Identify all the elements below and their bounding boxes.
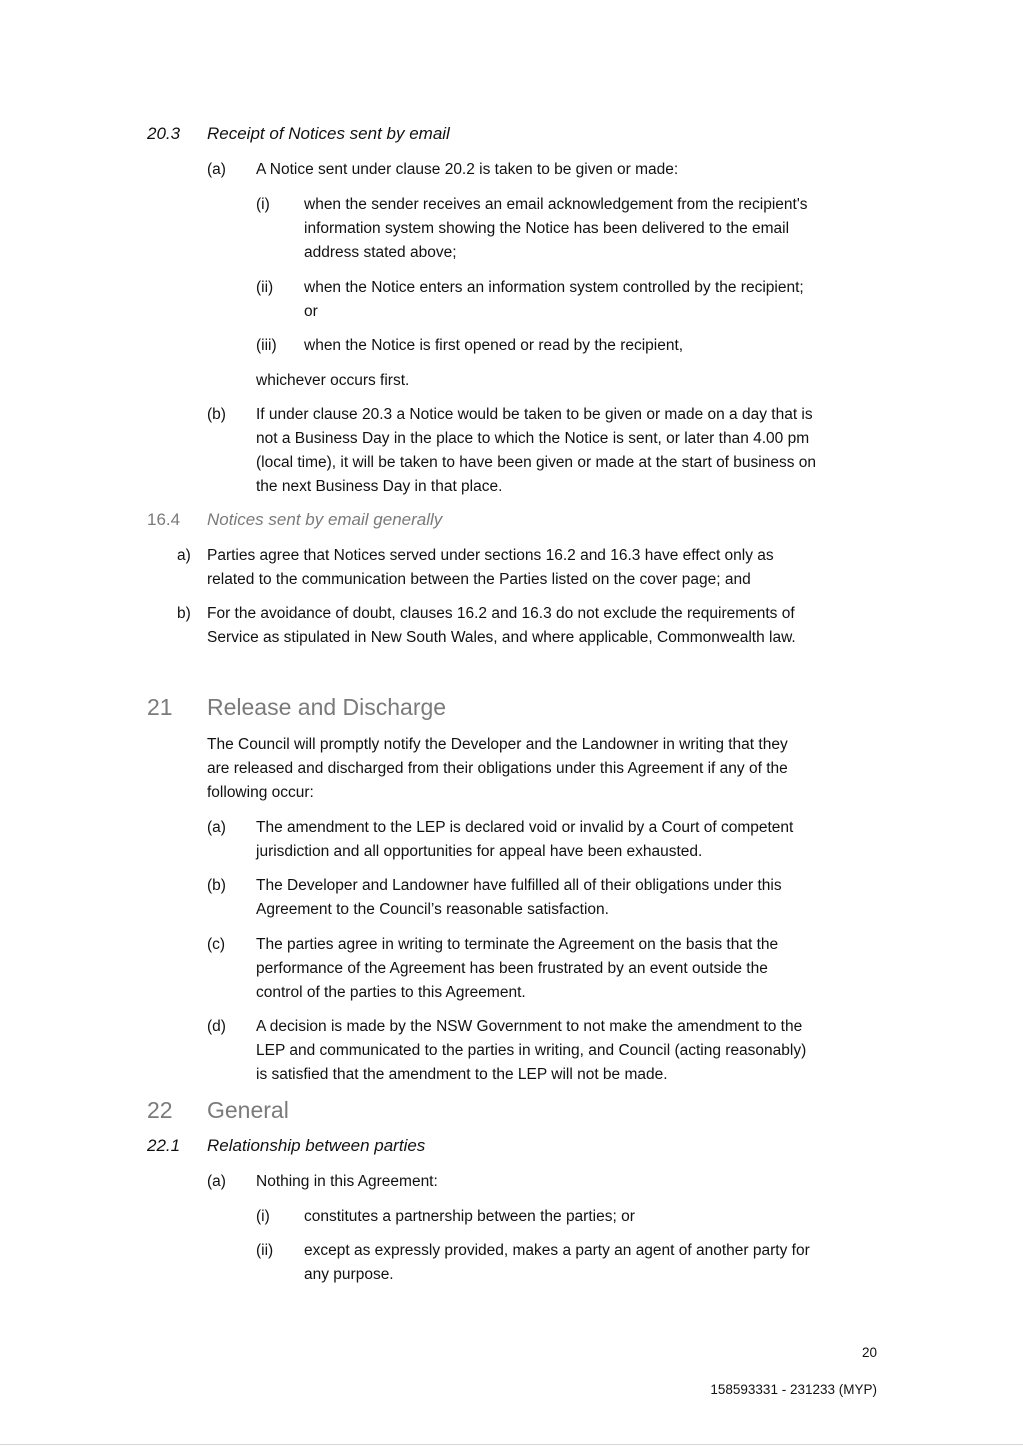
section-21-d-line: A decision is made by the NSW Government to not make the amendment to the (256, 1018, 803, 1035)
clause-20-3-a-i-line: address stated above; (304, 244, 457, 261)
clause-16-4-title: Notices sent by email generally (207, 510, 443, 529)
clause-22-1-a-i-line: constitutes a partnership between the parties; or (304, 1208, 635, 1225)
clause-20-3-a-ii-label: (ii) (256, 279, 274, 296)
section-21-d-label: (d) (207, 1018, 226, 1035)
section-21-intro-line: are released and discharged from their obligations under this Agreement if any of the (207, 760, 788, 777)
clause-16-4-a-line: Parties agree that Notices served under sections 16.2 and 16.3 have effect only as (207, 547, 774, 564)
clause-20-3-a-label: (a) (207, 161, 226, 178)
section-21-intro-line: The Council will promptly notify the Developer and the Landowner in writing that they (207, 736, 788, 753)
section-21-title: Release and Discharge (207, 694, 447, 720)
clause-20-3-b-line: (local time), it will be taken to have been given or made at the start of business on (256, 454, 817, 471)
section-21-c-label: (c) (207, 936, 226, 953)
clause-20-3-a-iii-label: (iii) (256, 337, 277, 354)
page-number: 20 (861, 1345, 877, 1360)
clause-22-1-number: 22.1 (147, 1136, 181, 1155)
section-21-d-line: is satisfied that the amendment to the LEP will not be made. (256, 1066, 668, 1083)
section-21-c-line: control of the parties to this Agreement. (256, 984, 526, 1001)
clause-22-1-a-ii-label: (ii) (256, 1242, 274, 1259)
section-21-a-line: The amendment to the LEP is declared void or invalid by a Court of competent (256, 819, 794, 836)
section-21-b-label: (b) (207, 877, 226, 894)
section-21-number: 21 (147, 694, 173, 720)
section-21-intro-line: following occur: (207, 784, 314, 801)
clause-20-3-a-text: A Notice sent under clause 20.2 is taken to be given or made: (256, 161, 679, 178)
clause-20-3-b-label: (b) (207, 406, 226, 423)
section-21-d-line: LEP and communicated to the parties in writing, and Council (acting reasonably) (256, 1042, 807, 1059)
clause-20-3-a-i-label: (i) (256, 196, 270, 213)
section-21-b-line: Agreement to the Council’s reasonable satisfaction. (256, 901, 609, 918)
clause-16-4-b-label: b) (177, 605, 191, 622)
clause-20-3-title: Receipt of Notices sent by email (207, 124, 450, 143)
clause-20-3-a-i-line: when the sender receives an email acknowledgement from the recipient's (304, 196, 808, 213)
clause-20-3-a-ii-line: when the Notice enters an information system controlled by the recipient; (304, 279, 804, 296)
clause-16-4-number: 16.4 (147, 510, 181, 529)
clause-16-4-a-label: a) (177, 547, 191, 564)
clause-20-3-b-line: If under clause 20.3 a Notice would be taken to be given or made on a day that is (256, 406, 813, 423)
section-21-b-line: The Developer and Landowner have fulfilled all of their obligations under this (256, 877, 782, 894)
clause-20-3-number: 20.3 (147, 124, 181, 143)
clause-20-3-a-ii-line: or (304, 303, 318, 320)
document-reference: 158593331 - 231233 (MYP) (710, 1382, 877, 1397)
clause-20-3-a-tail: whichever occurs first. (256, 372, 410, 389)
clause-22-1-a-i-label: (i) (256, 1208, 270, 1225)
clause-16-4-a-line: related to the communication between the Parties listed on the cover page; and (207, 571, 751, 588)
clause-20-3-b-line: not a Business Day in the place to which the Notice is sent, or later than 4.00 pm (256, 430, 810, 447)
section-21-c-line: performance of the Agreement has been frustrated by an event outside the (256, 960, 768, 977)
clause-20-3-a-i-line: information system showing the Notice has been delivered to the email (304, 220, 790, 237)
section-22-number: 22 (147, 1097, 173, 1123)
clause-20-3-b-line: the next Business Day in that place. (256, 478, 503, 495)
section-21-a-label: (a) (207, 819, 226, 836)
page-bottom-edge (0, 1444, 1023, 1445)
section-21-c-line: The parties agree in writing to terminate the Agreement on the basis that the (256, 936, 779, 953)
clause-20-3-a-iii-line: when the Notice is first opened or read by the recipient, (304, 337, 684, 354)
clause-22-1-a-ii-line: any purpose. (304, 1266, 394, 1283)
clause-22-1-a-ii-line: except as expressly provided, makes a party an agent of another party for (304, 1242, 810, 1259)
section-21-a-line: jurisdiction and all opportunities for appeal have been exhausted. (256, 843, 703, 860)
clause-22-1-a-text: Nothing in this Agreement: (256, 1173, 438, 1190)
clause-22-1-a-label: (a) (207, 1173, 226, 1190)
clause-16-4-b-line: Service as stipulated in New South Wales, and where applicable, Commonwealth law. (207, 629, 796, 646)
section-22-title: General (207, 1097, 289, 1123)
clause-16-4-b-line: For the avoidance of doubt, clauses 16.2 and 16.3 do not exclude the requirements of (207, 605, 795, 622)
clause-22-1-title: Relationship between parties (207, 1136, 426, 1155)
